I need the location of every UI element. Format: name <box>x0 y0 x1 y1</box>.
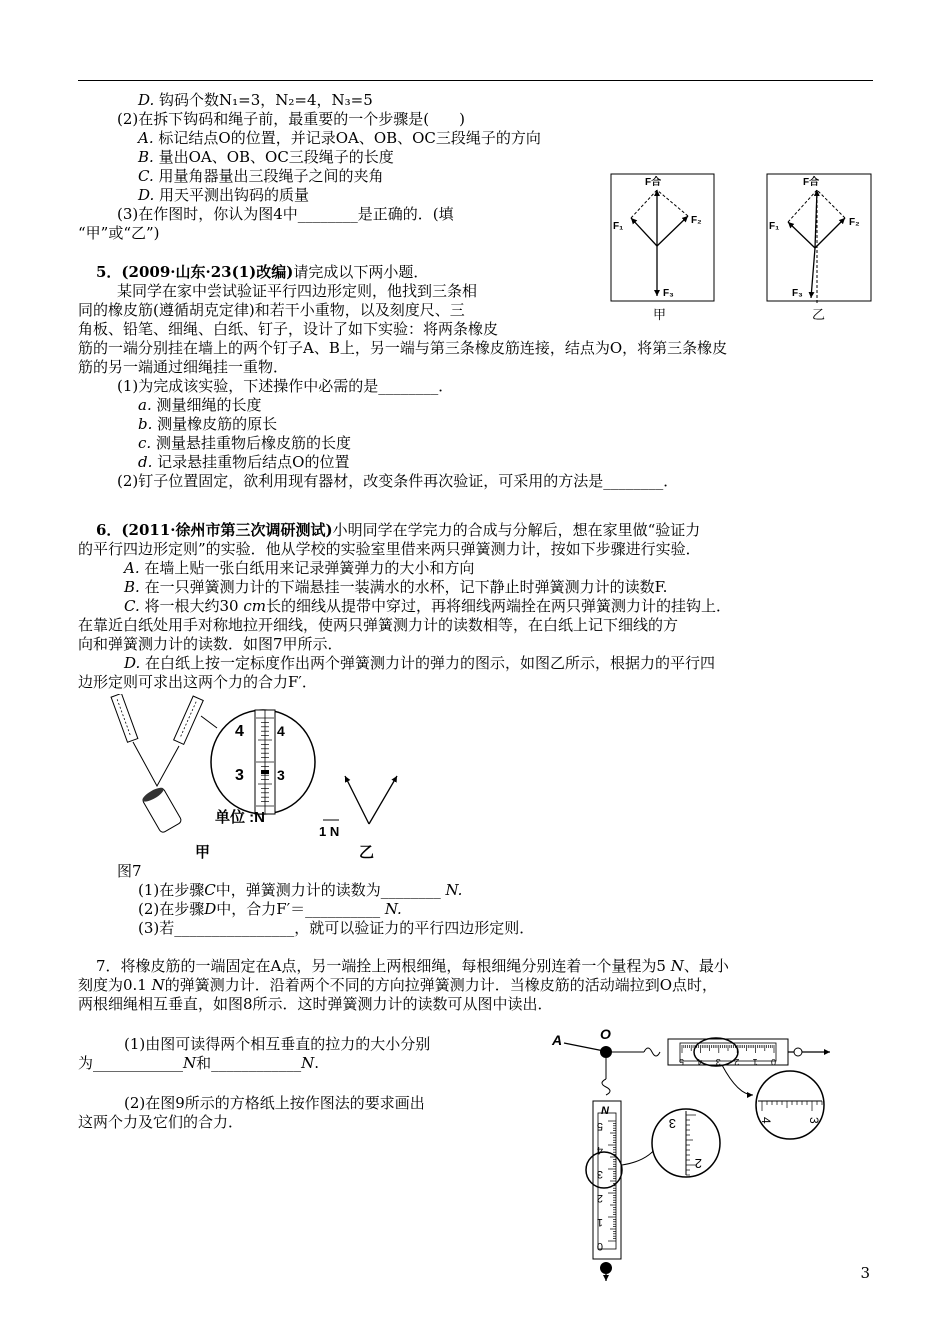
fig7-zoom-line <box>201 716 217 728</box>
fig8-v-tick-label: 0 <box>596 1240 603 1252</box>
fig8-zoom-v-tick-3: 3 <box>668 1116 676 1131</box>
q7-line-3: 两根细绳相互垂直，如图8所示．这时弹簧测力计的读数可从图中读出． <box>78 995 553 1013</box>
fig4-jia-fhe-label: F合 <box>645 177 662 188</box>
fig4-jia-f3-label: F₃ <box>663 288 674 299</box>
q7-part2: (2)在图9所示的方格纸上按作图法的要求画出 <box>124 1094 425 1112</box>
fig7-pointer <box>261 770 269 774</box>
q6-step-b: B. 在一只弹簧测力计的下端悬挂一装满水的水杯，记下静止时弹簧测力计的读数F. <box>124 578 668 596</box>
fig7-water-cup <box>141 785 183 833</box>
fig7-label-jia: 甲 <box>195 844 211 861</box>
fig7-spring-scale-left <box>111 694 138 742</box>
fig4-jia-f1 <box>631 218 657 246</box>
fig8-ring-vertical <box>600 1262 612 1274</box>
fig8-v-tick-label: 1 <box>596 1216 603 1228</box>
fig4-jia-dash-right <box>657 190 688 216</box>
fig4-yi-f1 <box>788 222 815 248</box>
fig8-h-tick-label: 5 <box>678 1057 684 1067</box>
fig8-v-tick-label: 4 <box>596 1144 603 1156</box>
q6-step-d-line2: 边形定则可求出这两个力的合力F′． <box>78 673 317 691</box>
q6-heading: 6．(2011·徐州市第三次调研测试)小明同学在学完力的合成与分解后，想在家里做“验证力 <box>96 521 701 539</box>
q5-part1: (1)为完成该实验，下述操作中必需的是________． <box>117 377 454 395</box>
figure-7 <box>105 694 425 862</box>
fig8-h-tick-label: 4 <box>697 1057 703 1067</box>
q4-part2-option-a: A. 标记结点O的位置，并记录OA、OB、OC三段绳子的方向 <box>138 129 541 147</box>
fig4-frame-yi <box>767 174 871 301</box>
fig4-yi-f2-label: F₂ <box>849 217 860 228</box>
fig8-ring-horizontal <box>794 1048 802 1056</box>
fig7-label-yi: 乙 <box>359 844 375 861</box>
fig8-label-n: N <box>601 1105 609 1117</box>
fig4-jia-f1-label: F₁ <box>613 221 624 232</box>
fig7-force-right <box>369 776 397 824</box>
q7-part1: (1)由图可读得两个相互垂直的拉力的大小分别 <box>124 1035 431 1053</box>
q5-line-4: 筋的一端分别挂在墙上的两个钉子A、B上，另一端与第三条橡皮筋连接，结点为O，将第三条橡皮 <box>78 339 728 357</box>
fig8-h-tick-label: 1 <box>752 1057 758 1067</box>
q4-part2: (2)在拆下钩码和绳子前，最重要的一个步骤是( ) <box>117 110 465 128</box>
q7-part2-cont: 这两个力及它们的合力． <box>78 1113 244 1131</box>
fig8-label-a: A <box>552 1032 563 1048</box>
fig4-yi-f2 <box>815 218 845 248</box>
q6-step-a: A. 在墙上贴一张白纸用来记录弹簧弹力的大小和方向 <box>124 559 475 577</box>
fig8-label-o: O <box>600 1026 611 1042</box>
q5-line-1: 某同学在家中尝试验证平行四边形定则，他找到三条相 <box>117 282 478 300</box>
fig8-v-tick-label: 5 <box>596 1120 603 1132</box>
fig4-yi-f3 <box>811 248 815 298</box>
fig8-h-tick-label: 2 <box>734 1057 740 1067</box>
fig8-zoom-v-tick-2: 2 <box>694 1156 702 1171</box>
q7-line-1: 7．将橡皮筋的一端固定在A点，另一端拴上两根细绳，每根细绳分别连着一个量程为5 N、最小 <box>96 957 729 975</box>
fig4-yi-fhe-label: F合 <box>803 177 820 188</box>
fig7-spring-scale-right <box>174 696 204 744</box>
fig4-jia-f2-label: F₂ <box>691 215 702 226</box>
q5-option-c: c. 测量悬挂重物后橡皮筋的长度 <box>138 434 351 452</box>
fig8-zoom-h-tick-3: 3 <box>807 1117 821 1124</box>
fig8-knot-o <box>600 1046 612 1058</box>
fig4-yi-fhe <box>815 190 817 248</box>
fig4-label-yi: 乙 <box>812 307 826 322</box>
q4-option-d: D. 钩码个数N₁=3，N₂=4，N₃=5 <box>138 91 373 109</box>
q6-question-3: (3)若________________，就可以验证力的平行四边形定则． <box>138 919 535 937</box>
q5-part2: (2)钉子位置固定，欲利用现有器材，改变条件再次验证，可采用的方法是________． <box>117 472 679 490</box>
q6-figure-caption: 图7 <box>117 862 142 880</box>
fig4-yi-dash-right <box>817 190 845 218</box>
fig7-tick-3: 3 <box>235 767 244 784</box>
fig7-unit-label: 单位 :N <box>215 809 265 826</box>
figure-8 <box>548 1025 848 1283</box>
fig8-v-tick-label: 2 <box>596 1192 603 1204</box>
q7-line-2: 刻度为0.1 N的弹簧测力计．沿着两个不同的方向拉弹簧测力计．当橡皮筋的活动端拉到O点时， <box>78 976 718 994</box>
q5-heading: 5．(2009·山东·23(1)改编)请完成以下两小题． <box>96 263 429 281</box>
q4-part3: (3)在作图时，你认为图4中________是正确的．(填 <box>117 205 454 223</box>
fig8-zoom-h-tick-4: 4 <box>759 1117 773 1124</box>
q6-line-2: 的平行四边形定则”的实验．他从学校的实验室里借来两只弹簧测力计，按如下步骤进行实验． <box>78 540 701 558</box>
fig4-label-jia: 甲 <box>653 307 667 322</box>
fig4-jia-dash-left <box>631 190 657 218</box>
header-rule <box>78 80 873 81</box>
fig4-yi-dash-left <box>788 190 817 222</box>
fig4-frame-jia <box>611 174 714 301</box>
fig8-hook-horizontal <box>644 1048 660 1056</box>
q5-line-3: 角板、铅笔、细绳、白纸、钉子，设计了如下实验：将两条橡皮 <box>78 320 499 338</box>
q5-line-2: 同的橡皮筋(遵循胡克定律)和若干小重物，以及刻度尺、三 <box>78 301 465 319</box>
page-number: 3 <box>860 1264 870 1282</box>
fig8-h-tick-label: 0 <box>770 1057 776 1067</box>
fig8-zoom-pointer-horizontal <box>722 1065 753 1095</box>
q4-part2-option-b: B. 量出OA、OB、OC三段绳子的长度 <box>138 148 394 166</box>
q5-line-5: 筋的另一端通过细绳挂一重物． <box>78 358 289 376</box>
fig8-rubber-band <box>564 1043 604 1051</box>
fig7-force-left <box>345 776 369 824</box>
q4-part2-option-c: C. 用量角器量出三段绳子之间的夹角 <box>138 167 384 185</box>
fig8-h-tick-label: 3 <box>715 1057 721 1067</box>
q6-step-c: C. 将一根大约30 cm长的细线从提带中穿过，再将细线两端拴在两只弹簧测力计的挂钩上． <box>124 597 731 615</box>
fig7-tick-4-mirror: 4 <box>277 723 285 739</box>
q6-question-2: (2)在步骤D中，合力F′＝__________ N. <box>138 900 402 918</box>
q5-option-a: a. 测量细绳的长度 <box>138 396 262 414</box>
figure-4 <box>605 170 875 326</box>
fig8-zoom-circle-horizontal <box>756 1071 824 1139</box>
q5-option-b: b. 测量橡皮筋的原长 <box>138 415 278 433</box>
fig4-yi-f3-label: F₃ <box>792 288 803 299</box>
q6-step-d: D. 在白纸上按一定标度作出两个弹簧测力计的弹力的图示，如图乙所示，根据力的平行四 <box>124 654 716 672</box>
q7-part1-cont: 为____________N和____________N. <box>78 1054 320 1072</box>
q6-step-c-line3: 向和弹簧测力计的读数．如图7甲所示． <box>78 635 343 653</box>
fig7-scale-label: 1 N <box>319 824 340 839</box>
q6-question-1: (1)在步骤C中，弹簧测力计的读数为________ N. <box>138 881 463 899</box>
fig4-yi-f1-label: F₁ <box>769 221 780 232</box>
q6-step-c-line2: 在靠近白纸处用手对称地拉开细线，使两只弹簧测力计的读数相等，在白纸上记下细线的方 <box>78 616 679 634</box>
fig4-jia-f2 <box>657 216 688 246</box>
fig7-thread <box>133 742 179 786</box>
q4-part2-option-d: D. 用天平测出钩码的质量 <box>138 186 310 204</box>
fig7-tick-4: 4 <box>235 723 244 740</box>
fig8-hook-vertical <box>602 1079 610 1095</box>
q5-option-d: d. 记录悬挂重物后结点O的位置 <box>138 453 350 471</box>
fig7-tick-3-mirror: 3 <box>277 767 285 783</box>
fig8-v-tick-label: 3 <box>596 1168 603 1180</box>
q4-part3-cont: “甲”或“乙”) <box>78 224 160 242</box>
